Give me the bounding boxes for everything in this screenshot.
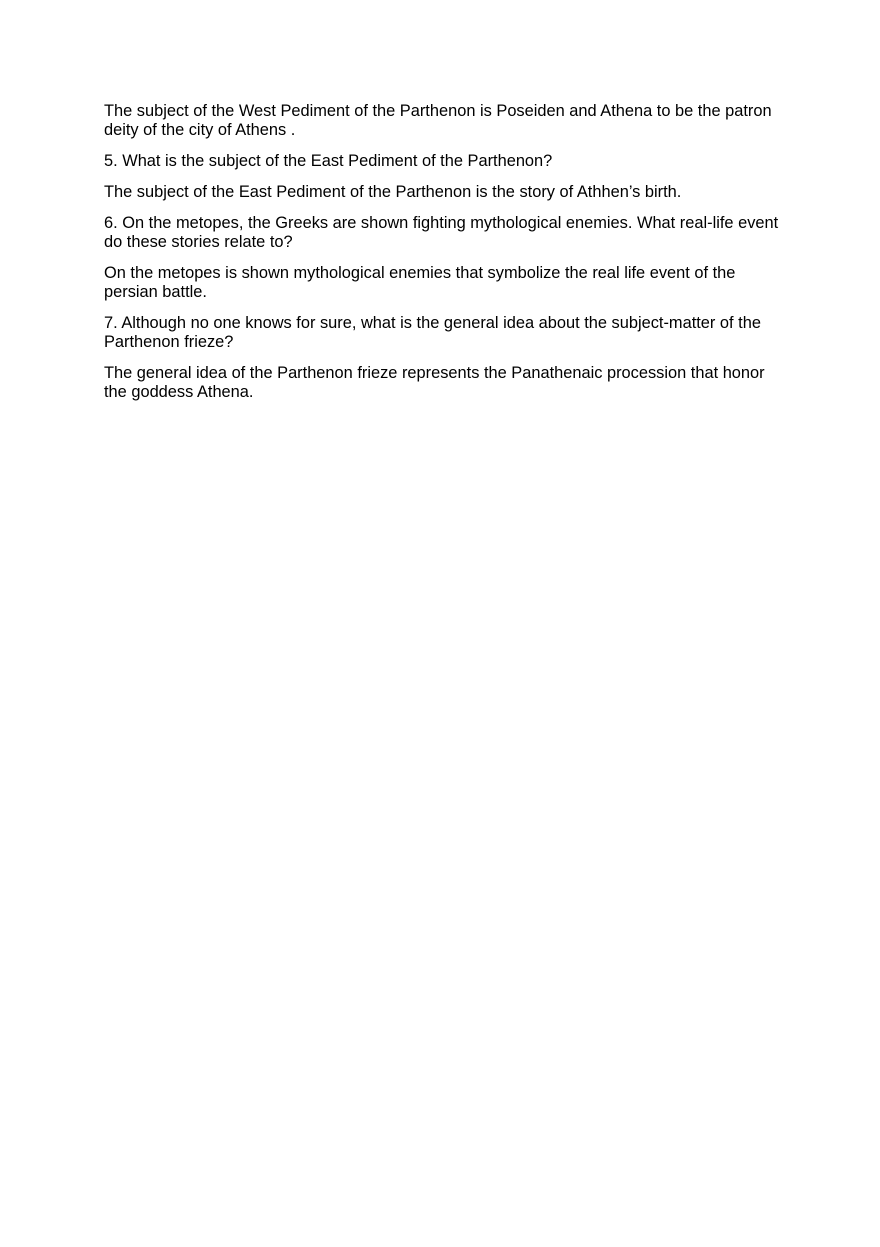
answer-paragraph-metopes: On the metopes is shown mythological enemies that symbolize the real life event of the persian battle. xyxy=(104,264,736,301)
question-5: 5. What is the subject of the East Pediment of the Parthenon? xyxy=(104,152,553,170)
document-body xyxy=(104,102,784,414)
answer-paragraph-east-pediment: The subject of the East Pediment of the Parthenon is the story of Athhen’s birth. xyxy=(104,183,682,201)
question-7: 7. Although no one knows for sure, what is the general idea about the subject-matter of the Parthenon frieze? xyxy=(104,314,761,351)
question-6: 6. On the metopes, the Greeks are shown fighting mythological enemies. What real-life event do these stories relate to? xyxy=(104,214,779,251)
answer-paragraph-west-pediment: The subject of the West Pediment of the Parthenon is Poseiden and Athena to be the patron deity of the city of Athens . xyxy=(104,102,772,139)
answer-paragraph-frieze: The general idea of the Parthenon frieze represents the Panathenaic procession that honor the goddess Athena. xyxy=(104,364,765,401)
